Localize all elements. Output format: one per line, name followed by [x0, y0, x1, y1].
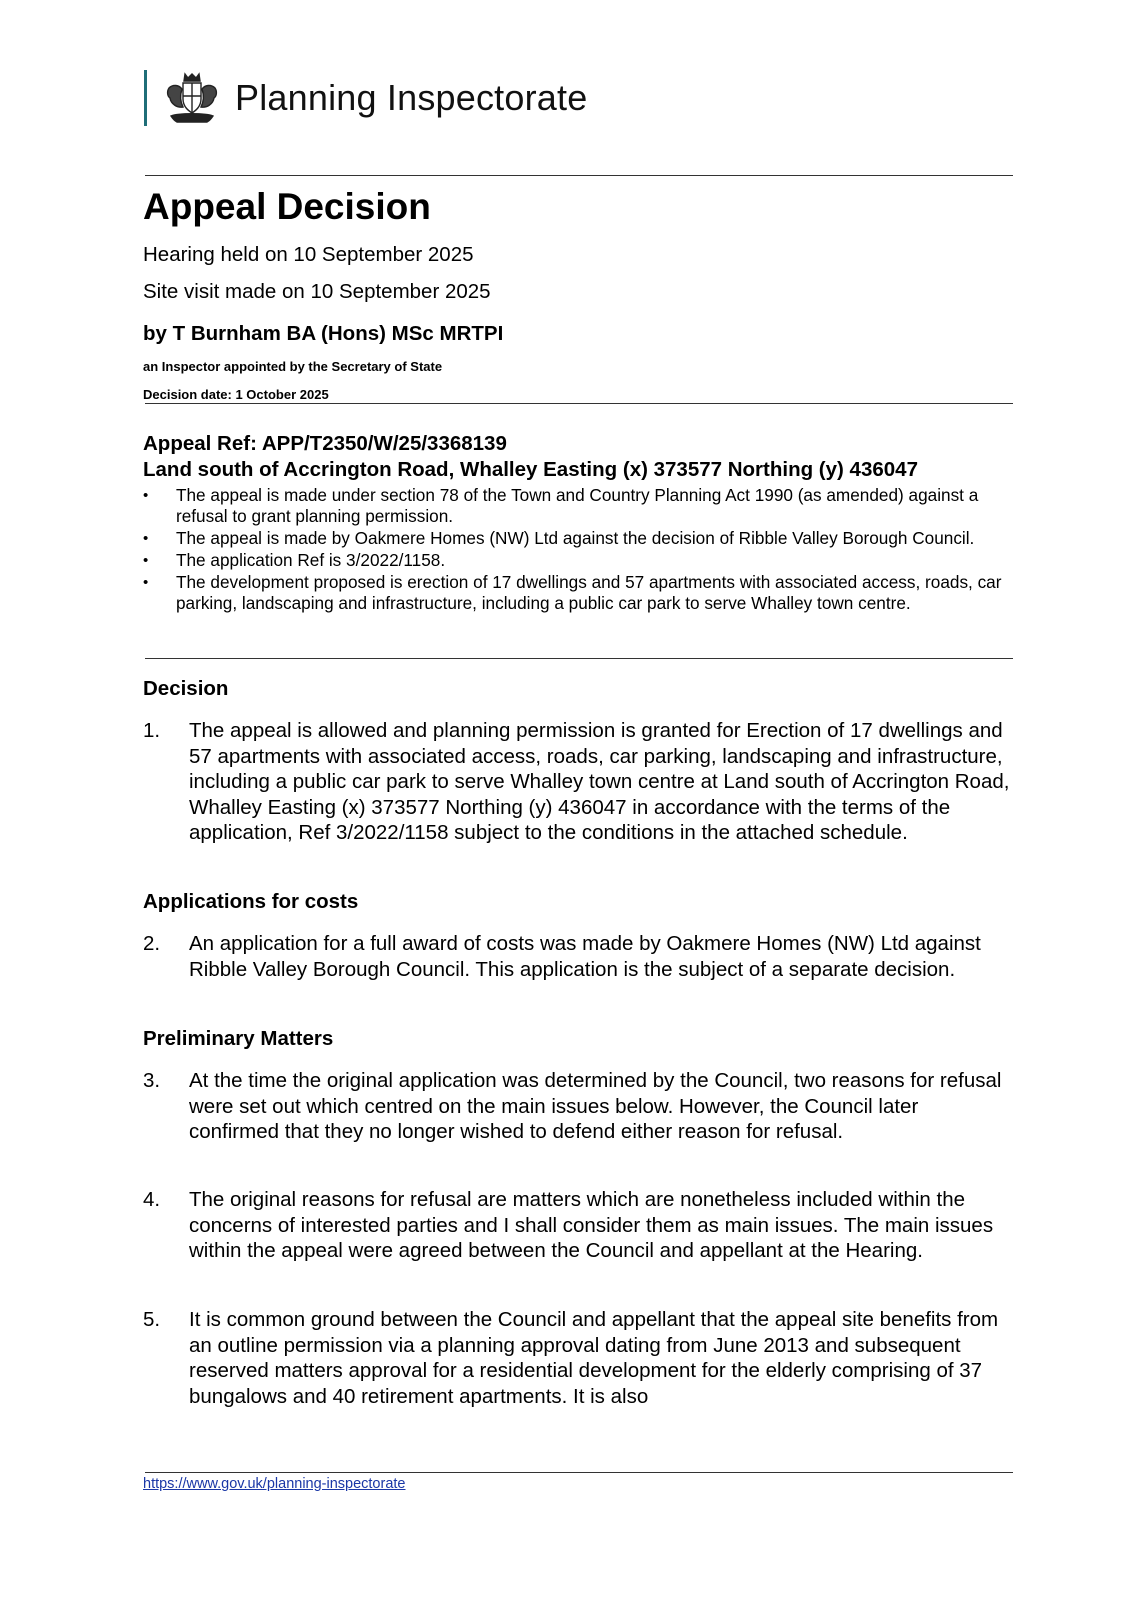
inspector-name: by T Burnham BA (Hons) MSc MRTPI — [143, 322, 504, 345]
numbered-paragraph — [143, 931, 1013, 982]
section-heading-preliminary: Preliminary Matters — [143, 1027, 334, 1050]
top-divider — [145, 175, 1013, 176]
numbered-paragraph — [143, 718, 1013, 846]
page-title: Appeal Decision — [143, 186, 431, 227]
paragraph-text: The appeal is allowed and planning permission is granted for Erection of 17 dwellings and 57 apartments with associated access, roads, car parking, landscaping and infrastructure, including a public car park to serve Whalley town centre at Land south of Accrington Road, Whalley Easting (x) 373577 Northing (y) 436047 in accordance with the terms of the application, Ref 3/2022/1158 subject to the conditions in the attached schedule. — [189, 719, 1010, 845]
appeal-reference: Appeal Ref: APP/T2350/W/25/3368139 — [143, 432, 507, 455]
list-item: • The appeal is made by Oakmere Homes (NW) Ltd against the decision of Ribble Valley Borough Council. — [143, 528, 1013, 549]
section-heading-decision: Decision — [143, 677, 229, 700]
numbered-paragraph — [143, 1187, 1013, 1264]
org-name: Planning Inspectorate — [235, 77, 588, 118]
details-divider — [145, 658, 1013, 659]
list-item: • The appeal is made under section 78 of the Town and Country Planning Act 1990 (as amended) against a refusal to grant planning permission. — [143, 485, 1013, 527]
footer-divider — [145, 1472, 1013, 1473]
paragraph-number: 2. — [143, 932, 161, 955]
hearing-date: Hearing held on 10 September 2025 — [143, 243, 474, 266]
royal-coat-of-arms-icon — [161, 70, 223, 126]
inspector-appointment: an Inspector appointed by the Secretary of State — [143, 359, 443, 374]
numbered-paragraph — [143, 1068, 1013, 1145]
appeal-site-address: Land south of Accrington Road, Whalley Easting (x) 373577 Northing (y) 436047 — [143, 458, 918, 481]
paragraph-number: 1. — [143, 719, 161, 742]
paragraph-number: 5. — [143, 1308, 161, 1331]
paragraph-text: The original reasons for refusal are matters which are nonetheless included within the concerns of interested parties and I shall consider them as main issues. The main issues within the appeal were agreed between the Council and appellant at the Hearing. — [189, 1188, 994, 1263]
paragraph-number: 4. — [143, 1188, 161, 1211]
list-item: • The application Ref is 3/2022/1158. — [143, 550, 1013, 571]
section-heading-costs: Applications for costs — [143, 890, 359, 913]
logo-accent-bar — [144, 70, 147, 126]
paragraph-text: At the time the original application was determined by the Council, two reasons for refusal were set out which centred on the main issues below. However, the Council later confirmed that they no longer wished to defend either reason for refusal. — [189, 1069, 1002, 1144]
paragraph-text: It is common ground between the Council and appellant that the appeal site benefits from an outline permission via a planning approval dating from June 2013 and subsequent reserved matters approval for a residential development for the elderly comprising of 37 bungalows and 40 retirement apartments. It is also — [189, 1308, 999, 1408]
appeal-details-list — [143, 485, 1013, 615]
site-visit-date: Site visit made on 10 September 2025 — [143, 280, 491, 303]
header-divider — [145, 403, 1013, 404]
paragraph-number: 3. — [143, 1069, 161, 1092]
list-item: • The development proposed is erection of 17 dwellings and 57 apartments with associated access, roads, car parking, landscaping and infrastructure, including a public car park to serve Whalley town centre. — [143, 572, 1013, 614]
decision-date: Decision date: 1 October 2025 — [143, 387, 329, 402]
footer-link[interactable]: https://www.gov.uk/planning-inspectorate — [143, 1476, 406, 1492]
paragraph-text: An application for a full award of costs was made by Oakmere Homes (NW) Ltd against Ribble Valley Borough Council. This application is the subject of a separate decision. — [189, 932, 981, 981]
planning-inspectorate-logo — [144, 70, 587, 126]
numbered-paragraph — [143, 1307, 1013, 1409]
